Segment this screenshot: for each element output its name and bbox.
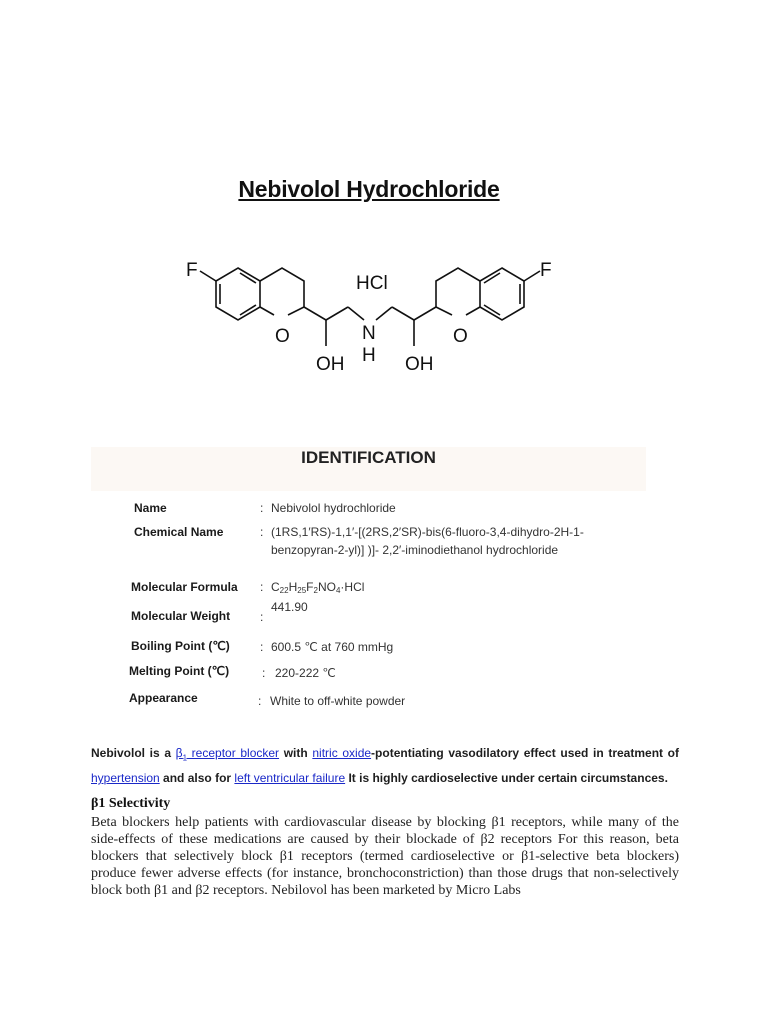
melting-point-label: Melting Point (℃) bbox=[129, 664, 230, 678]
name-colon: : bbox=[260, 501, 264, 515]
weight-value: 441.90 bbox=[271, 600, 308, 614]
hypertension-link[interactable]: hypertension bbox=[91, 771, 160, 786]
boiling-point-label: Boiling Point (℃) bbox=[131, 639, 230, 653]
weight-colon: : bbox=[260, 610, 264, 624]
right-benzene-ring bbox=[480, 268, 524, 320]
identification-header bbox=[91, 447, 646, 491]
selectivity-paragraph: Beta blockers help patients with cardiovascular disease by blocking β1 receptors, while many of the side-effects of these medications are caused by their blockade of β2 receptors For this reason, beta blockers that selectively block β1 receptors (termed cardioselective or β1-selective beta blockers) produce fewer adverse effects (for instance, bronchoconstriction) than those drugs that non-selectively block both β1 and β2 receptors. Nebilovol has been marketed by Micro Labs bbox=[91, 815, 679, 898]
fluorine-left-label: F bbox=[186, 260, 198, 281]
chemical-name-line1: (1RS,1′RS)-1,1′-[(2RS,2′SR)-bis(6-fluoro-3,4-dihydro-2H-1- bbox=[271, 525, 584, 539]
formula-colon: : bbox=[260, 580, 264, 594]
identification-heading: IDENTIFICATION bbox=[301, 448, 436, 467]
chemical-name-label: Chemical Name bbox=[134, 525, 224, 539]
structure-diagram bbox=[176, 248, 556, 388]
appearance-label: Appearance bbox=[129, 691, 198, 705]
subject-term: Nebivolol bbox=[91, 746, 146, 760]
boiling-point-colon: : bbox=[260, 640, 264, 654]
selectivity-heading: β1 Selectivity bbox=[91, 796, 171, 811]
left-benzene-ring bbox=[216, 268, 260, 320]
melting-point-value: 220-222 ℃ bbox=[275, 666, 336, 680]
document-title: Nebivolol Hydrochloride bbox=[238, 176, 500, 202]
boiling-point-value: 600.5 ℃ at 760 mmHg bbox=[271, 640, 394, 654]
nitric-oxide-link[interactable]: nitric oxide bbox=[312, 746, 372, 760]
appearance-colon: : bbox=[258, 694, 262, 708]
chemical-structure bbox=[176, 248, 556, 388]
melting-point-colon: : bbox=[262, 666, 266, 680]
fluorine-right-label: F bbox=[540, 260, 552, 281]
oxygen-left-label: O bbox=[275, 326, 290, 347]
intro-paragraph: Nebivolol is a $\beta_1$ receptor blocker with nitric oxide-potentiating vasodilatory effect used in treatment of hypertension and also for left ventricular failure It is highly cardioselective under certain circumstances. bbox=[91, 746, 680, 786]
left-ventricular-failure-link[interactable]: left ventricular failure bbox=[234, 771, 346, 786]
name-value: Nebivolol hydrochloride bbox=[271, 501, 396, 515]
name-label: Name bbox=[134, 501, 167, 515]
hcl-label: HCl bbox=[356, 273, 388, 294]
chemical-name-line2: benzopyran-2-yl)] )]- 2,2′-iminodiethanol hydrochloride bbox=[271, 543, 559, 557]
amine-hydrogen-label: H bbox=[362, 345, 376, 366]
hydroxyl-left-label: OH bbox=[316, 354, 345, 375]
chemical-name-colon: : bbox=[260, 525, 264, 539]
weight-label: Molecular Weight bbox=[131, 609, 231, 623]
hydroxyl-right-label: OH bbox=[405, 354, 434, 375]
appearance-value: White to off-white powder bbox=[270, 694, 406, 708]
formula-label: Molecular Formula bbox=[131, 580, 238, 594]
oxygen-right-label: O bbox=[453, 326, 468, 347]
beta1-receptor-blocker-link[interactable]: $\beta_1$ receptor blocker bbox=[175, 746, 280, 763]
nitrogen-label: N bbox=[362, 323, 376, 344]
formula-value: $C_{22}H_{25}F_2NO_4\cdot HCl$ bbox=[271, 580, 365, 595]
